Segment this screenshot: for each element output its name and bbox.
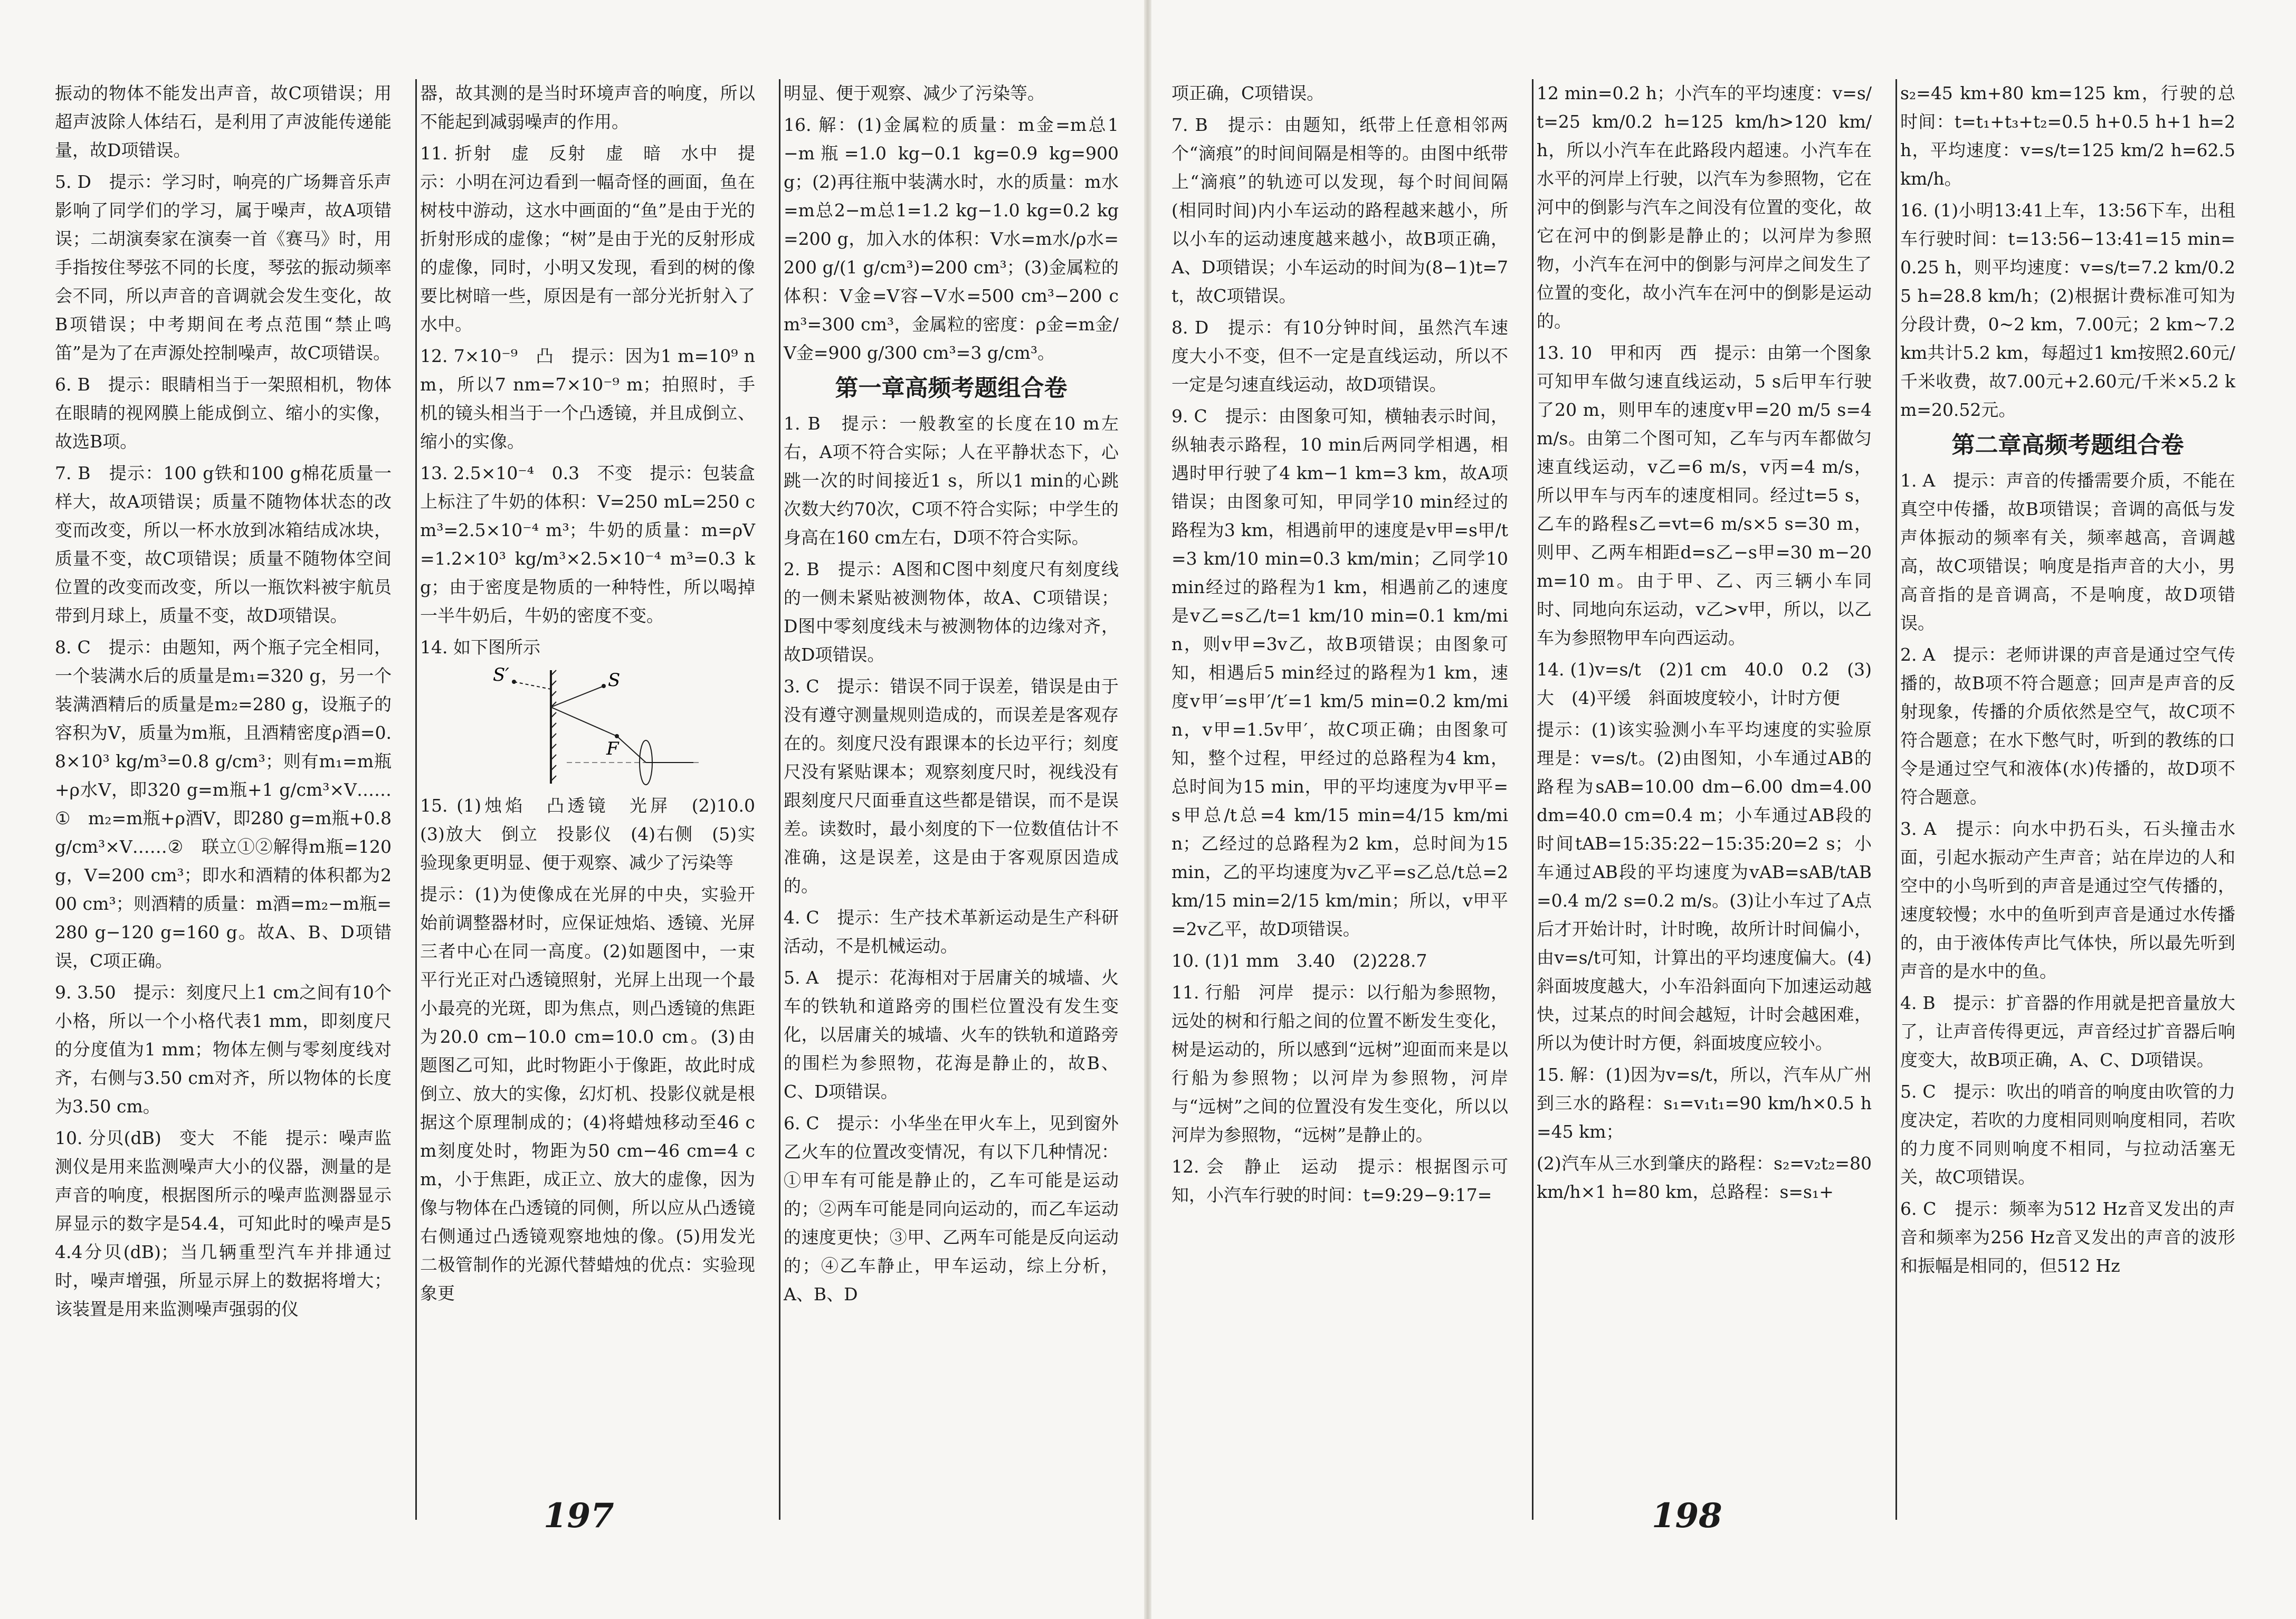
answer-item-10: 10. (1)1 mm 3.40 (2)228.7 [1171,950,1427,971]
answer-item-3: 3. C 提示：错误不同于误差，错误是由于没有遵守测量规则造成的，而误差是客观存在的。刻度尺没有跟课本的长边平行；刻度尺没有紧贴课本；观察刻度尺时，视线没有跟刻度尺尺面垂直这些都是错误，而不是误差。读数时，最小刻度的下一位数值估计不准确，这是误差，这是由于客观原因造成的。 [784,676,1119,896]
answer-item-8: 8. C 提示：由题知，两个瓶子完全相同，一个装满水后的质量是m₁=320 g，另一个装满酒精后的质量是m₂=280 g，设瓶子的容积为V，质量为m瓶，且酒精密度ρ酒=0.8×10³ kg/m³=0.8 g/cm³；则有m₁=m瓶+ρ水V，即320 g=m瓶+1 g/cm³×V……① m₂=m瓶+ρ酒V，即280 g=m瓶+0.8 g/cm³×V……② 联立①②解得m瓶=120 g，V=200 cm³；即水和酒精的体积都为200 cm³；则酒精的质量：m酒=m₂−m瓶=280 g−120 g=160 g。故A、B、D项错误，C项正确。 [55,637,392,971]
answer-item-12: 12. 7×10⁻⁹ 凸 提示：因为1 m=10⁹ nm，所以7 nm=7×10⁻⁹ m；拍照时，手机的镜头相当于一个凸透镜，并且成倒立、缩小的实像。 [420,346,755,452]
hint-15: 提示：(1)为使像成在光屏的中央，实验开始前调整器材时，应保证烛焰、透镜、光屏三者中心在同一高度。(2)如题图中，一束平行光正对凸透镜照射，光屏上出现一个最小最亮的光斑，即为焦点，则凸透镜的焦距为20.0 cm−10.0 cm=10.0 cm。(3)由题图乙可知，此时物距小于像距，故此时成倒立、放大的实像，幻灯机、投影仪就是根据这个原理制成的；(4)将蜡烛移动至46 cm刻度处时，物距为50 cm−46 cm=4 cm，小于焦距，成正立、放大的虚像，因为像与物体在凸透镜的同侧，所以应从凸透镜右侧通过凸透镜观察地烛的像。(5)用发光二极管制作的光源代替蜡烛的优点：实验现象更 [420,884,755,1303]
answer-item-13: 13. 10 甲和丙 西 提示：由第一个图象可知甲车做匀速直线运动，5 s后甲车行驶了20 m，则甲车的速度v甲=20 m/5 s=4 m/s。由第二个图可知，乙车与丙车都做匀速直线运动，v乙=6 m/s，v丙=4 m/s，所以甲车与丙车的速度相同。经过t=5 s，乙车的路程s乙=vt=6 m/s×5 s=30 m，则甲、乙两车相距d=s乙−s甲=30 m−20 m=10 m。由于甲、乙、丙三辆小车同时、同地向东运动，v乙>v甲，所以，以乙车为参照物甲车向西运动。 [1537,342,1872,648]
paragraph: 器，故其测的是当时环境声音的响度，所以不能起到减弱噪声的作用。 [420,83,755,132]
column-2 [415,79,773,1520]
answer-item-8: 8. D 提示：有10分钟时间，虽然汽车速度大小不变，但不一定是直线运动，所以不一定是匀速直线运动，故D项错误。 [1171,317,1508,395]
answer-item-15: 15. (1)烛焰 凸透镜 光屏 (2)10.0 (3)放大 倒立 投影仪 (4)右侧 (5)实验现象更明显、便于观察、减少了污染等 [420,795,773,873]
answer-item-13: 13. 2.5×10⁻⁴ 0.3 不变 提示：包装盒上标注了牛奶的体积：V=250 mL=250 cm³=2.5×10⁻⁴ m³；牛奶的质量：m=ρV=1.2×10³ kg/m³×2.5×10⁻⁴ m³=0.3 kg；由于密度是物质的一种特性，所以喝掉一半牛奶后，牛奶的密度不变。 [420,463,755,626]
answer-item-4: 4. B 提示：扩音器的作用就是把音量放大了，让声音传得更远，声音经过扩音器后响度变大，故B项正确，A、C、D项错误。 [1900,993,2235,1070]
paragraph: 振动的物体不能发出声音，故C项错误；用超声波除人体结石，是利用了声波能传递能量，故D项错误。 [55,83,392,160]
label-s: S [607,670,620,691]
answer-item-16: 16. (1)小明13:41上车，13:56下车，出租车行驶时间：t=13:56−13:41=15 min=0.25 h，则平均速度：v=s/t=7.2 km/0.25 h=28.8 km/h；(2)根据计费标准可知为分段计费，0~2 km，7.00元；2 km~7.2 km共计5.2 km，每超过1 km按照2.60元/千米收费，故7.00元+2.60元/千米×5.2 km=20.52元。 [1900,200,2235,420]
column-6 [1895,79,2238,1520]
optics-figure [472,665,704,786]
answer-item-1: 1. A 提示：声音的传播需要介质，不能在真空中传播，故B项错误；音调的高低与发声体振动的频率有关，频率越高，音调越高，故C项错误；响度是指声音的大小，男高音指的是音调高，不是响度，故D项错误。 [1900,470,2235,633]
answer-item-7: 7. B 提示：由题知，纸带上任意相邻两个“滴痕”的时间间隔是相等的。由图中纸带上“滴痕”的轨迹可以发现，每个时间间隔(相同时间)内小车运动的路程越来越小，所以小车的运动速度越来越小，故B项正确，A、D项错误；小车运动的时间为(8−1)t=7t，故C项错误。 [1171,115,1508,306]
answer-item-11: 11. 折射 虚 反射 虚 暗 水中 提示：小明在河边看到一幅奇怪的画面，鱼在树枝中游动，这水中画面的“鱼”是由于光的折射形成的虚像；“树”是由于光的反射形成的虚像，同时，小明又发现，看到的树的像要比树暗一些，原因是有一部分光折射入了水中。 [420,143,755,335]
answer-item-14: 14. 如下图所示 [420,637,540,658]
paragraph: s₂=45 km+80 km=125 km，行驶的总时间：t=t₁+t₃+t₂=0.5 h+0.5 h+1 h=2 h，平均速度：v=s/t=125 km/2 h=62.5 km/h。 [1900,83,2235,189]
answer-item-11: 11. 行船 河岸 提示：以行船为参照物，远处的树和行船之间的位置不断发生变化，树是运动的，所以感到“远树”迎面而来是以行船为参照物；以河岸为参照物，河岸与“远树”之间的位置没有发生变化，所以以河岸为参照物，“远树”是静止的。 [1171,982,1508,1145]
answer-item-5: 5. A 提示：花海相对于居庸关的城墙、火车的铁轨和道路旁的围栏位置没有发生变化，以居庸关的城墙、火车的铁轨和道路旁的围栏为参照物，花海是静止的，故B、C、D项错误。 [784,967,1119,1102]
answer-item-12: 12. 会 静止 运动 提示：根据图示可知，小汽车行驶的时间：t=9:29−9:17= [1171,1156,1508,1205]
hint-14: 提示：(1)该实验测小车平均速度的实验原理是：v=s/t。(2)由图知，小车通过AB的路程为sAB=10.00 dm−6.00 dm=4.00 dm=40.0 cm=0.4 m；小车通过AB段的时间tAB=15:35:22−15:35:20=2 s；小车通过AB段的平均速度为vAB=sAB/tAB=0.4 m/2 s=0.2 m/s。(3)让小车过了A点后才开始计时，计时晚，故所计时间偏小，由v=s/t可知，计算出的平均速度偏大。(4)斜面坡度越大，小车沿斜面向下加速运动越快，过某点的时间会越短，计时会越困难，所以为使计时方便，斜面坡度应较小。 [1537,719,1872,1053]
column-1 [52,79,395,1520]
paragraph: (2)汽车从三水到肇庆的路程：s₂=v₂t₂=80 km/h×1 h=80 km，总路程：s=s₁+ [1537,1153,1872,1202]
page-number-right: 198 [1652,1496,1722,1536]
paragraph: 明显、便于观察、减少了污染等。 [784,83,1045,103]
answer-item-4: 4. C 提示：生产技术革新运动是生产科研活动，不是机械运动。 [784,907,1119,956]
answer-item-1: 1. B 提示：一般教室的长度在10 m左右，A项不符合实际；人在平静状态下，心跳一次的时间接近1 s，所以1 min的心跳次数大约70次，C项不符合实际；中学生的身高在160 cm左右，D项不符合实际。 [784,413,1119,548]
answer-item-9: 9. 3.50 提示：刻度尺上1 cm之间有10个小格，所以一个小格代表1 mm，即刻度尺的分度值为1 mm；物体左侧与零刻度线对齐，右侧与3.50 cm对齐，所以物体的长度为3.50 cm。 [55,982,392,1117]
answer-item-3: 3. A 提示：向水中扔石头，石头撞击水面，引起水振动产生声音；站在岸边的人和空中的小鸟听到的声音是通过空气传播的，速度较慢；水中的鱼听到声音是通过水传播的，由于液体传声比气体快，所以最先听到声音的是水中的鱼。 [1900,818,2235,982]
column-5 [1532,79,1875,1520]
answer-item-5: 5. D 提示：学习时，响亮的广场舞音乐声影响了同学们的学习，属于噪声，故A项错误；二胡演奏家在演奏一首《赛马》时，用手指按住琴弦不同的长度，琴弦的振动频率会不同，所以声音的音调就会发生变化，故B项错误；中考期间在考点范围“禁止鸣笛”是为了在声源处控制噪声，故C项错误。 [55,172,392,363]
answer-item-2: 2. A 提示：老师讲课的声音是通过空气传播的，故B项不符合题意；回声是声音的反射现象，传播的介质依然是空气，故C项不符合题意；在水下憋气时，听到的教练的口令是通过空气和液体(水)传播的，故D项不符合题意。 [1900,644,2235,807]
label-s-prime: S′ [492,664,509,685]
answer-item-2: 2. B 提示：A图和C图中刻度尺有刻度线的一侧未紧贴被测物体，故A、C项错误；D图中零刻度线未与被测物体的边缘对齐，故D项错误。 [784,559,1119,665]
column-4 [1168,79,1511,1520]
answer-item-6: 6. C 提示：频率为512 Hz音叉发出的声音和频率为256 Hz音叉发出的声音的波形和振幅是相同的，但512 Hz [1900,1198,2235,1276]
answer-item-14: 14. (1)v=s/t (2)1 cm 40.0 0.2 (3)大 (4)平缓 斜面坡度较小，计时方便 [1537,659,1872,708]
answer-item-15: 15. 解：(1)因为v=s/t，所以，汽车从广州到三水的路程：s₁=v₁t₁=90 km/h×0.5 h=45 km； [1537,1064,1872,1142]
section-heading-chapter-2: 第二章高频考题组合卷 [1951,432,2184,459]
answer-item-6: 6. B 提示：眼睛相当于一架照相机，物体在眼睛的视网膜上能成倒立、缩小的实像，故选B项。 [55,374,392,452]
column-3 [779,79,1122,1520]
paragraph: 项正确，C项错误。 [1171,83,1325,103]
answer-item-9: 9. C 提示：由图象可知，横轴表示时间，纵轴表示路程，10 min后两同学相遇，相遇时甲行驶了4 km−1 km=3 km，故A项错误；由图象可知，甲同学10 min经过的路程为3 km，相遇前甲的速度是v甲=s甲/t=3 km/10 min=0.3 km/min；乙同学10 min经过的路程为1 km，相遇前乙的速度是v乙=s乙/t=1 km/10 min=0.1 km/min，则v甲=3v乙，故B项错误；由图象可知，相遇后5 min经过的路程为1 km，速度v甲′=s甲′/t′=1 km/5 min=0.2 km/min，v甲=1.5v甲′，故C项正确；由图象可知，整个过程，甲经过的总路程为4 km，总时间为15 min，甲的平均速度为v甲平=s甲总/t总=4 km/15 min=4/15 km/min；乙经过的总路程为2 km，总时间为15 min，乙的平均速度为v乙平=s乙总/t总=2 km/15 min=2/15 km/min；所以，v甲平=2v乙平，故D项错误。 [1171,406,1508,939]
right-page [1148,0,2296,1619]
label-f: F [606,738,619,759]
section-heading-chapter-1: 第一章高频考题组合卷 [835,375,1068,402]
answer-item-7: 7. B 提示：100 g铁和100 g棉花质量一样大，故A项错误；质量不随物体状态的改变而改变，所以一杯水放到冰箱结成冰块，质量不变，故C项错误；质量不随物体空间位置的改变而改变，所以一瓶饮料被宇航员带到月球上，质量不变，故D项错误。 [55,463,392,626]
answer-item-6: 6. C 提示：小华坐在甲火车上，见到窗外乙火车的位置改变情况，有以下几种情况：①甲车有可能是静止的，乙车可能是运动的；②两车可能是同向运动的，而乙车运动的速度更快；③甲、乙两车可能是反向运动的；④乙车静止，甲车运动，综上分析，A、B、D [784,1113,1119,1304]
answer-item-16: 16. 解：(1)金属粒的质量：m金=m总1−m瓶=1.0 kg−0.1 kg=0.9 kg=900 g；(2)再往瓶中装满水时，水的质量：m水=m总2−m总1=1.2 kg−1.0 kg=0.2 kg=200 g，加入水的体积：V水=m水/ρ水=200 g/(1 g/cm³)=200 cm³；(3)金属粒的体积：V金=V容−V水=500 cm³−200 cm³=300 cm³，金属粒的密度：ρ金=m金/V金=900 g/300 cm³=3 g/cm³。 [784,115,1119,363]
paragraph: 12 min=0.2 h；小汽车的平均速度：v=s/t=25 km/0.2 h=125 km/h>120 km/h，所以小汽车在此路段内超速。小汽车在水平的河岸上行驶，以汽车为参照物，它在河中的倒影与汽车之间没有位置的变化，故它在河中的倒影是静止的；以河岸为参照物，小汽车在河中的倒影与河岸之间发生了位置的变化，故小汽车在河中的倒影是运动的。 [1537,83,1872,331]
answer-item-5: 5. C 提示：吹出的哨音的响度由吹管的力度决定，若吹的力度相同则响度相同，若吹的力度不同则响度不相同，与拉动活塞无关，故C项错误。 [1900,1081,2235,1187]
page-number-left: 197 [544,1496,614,1536]
answer-item-10: 10. 分贝(dB) 变大 不能 提示：噪声监测仪是用来监测噪声大小的仪器，测量的是声音的响度，根据图所示的噪声监测器显示屏显示的数字是54.4，可知此时的噪声是54.4分贝(dB)；当几辆重型汽车并排通过时，噪声增强，所显示屏上的数据将增大；该装置是用来监测噪声强弱的仪 [55,1128,392,1319]
